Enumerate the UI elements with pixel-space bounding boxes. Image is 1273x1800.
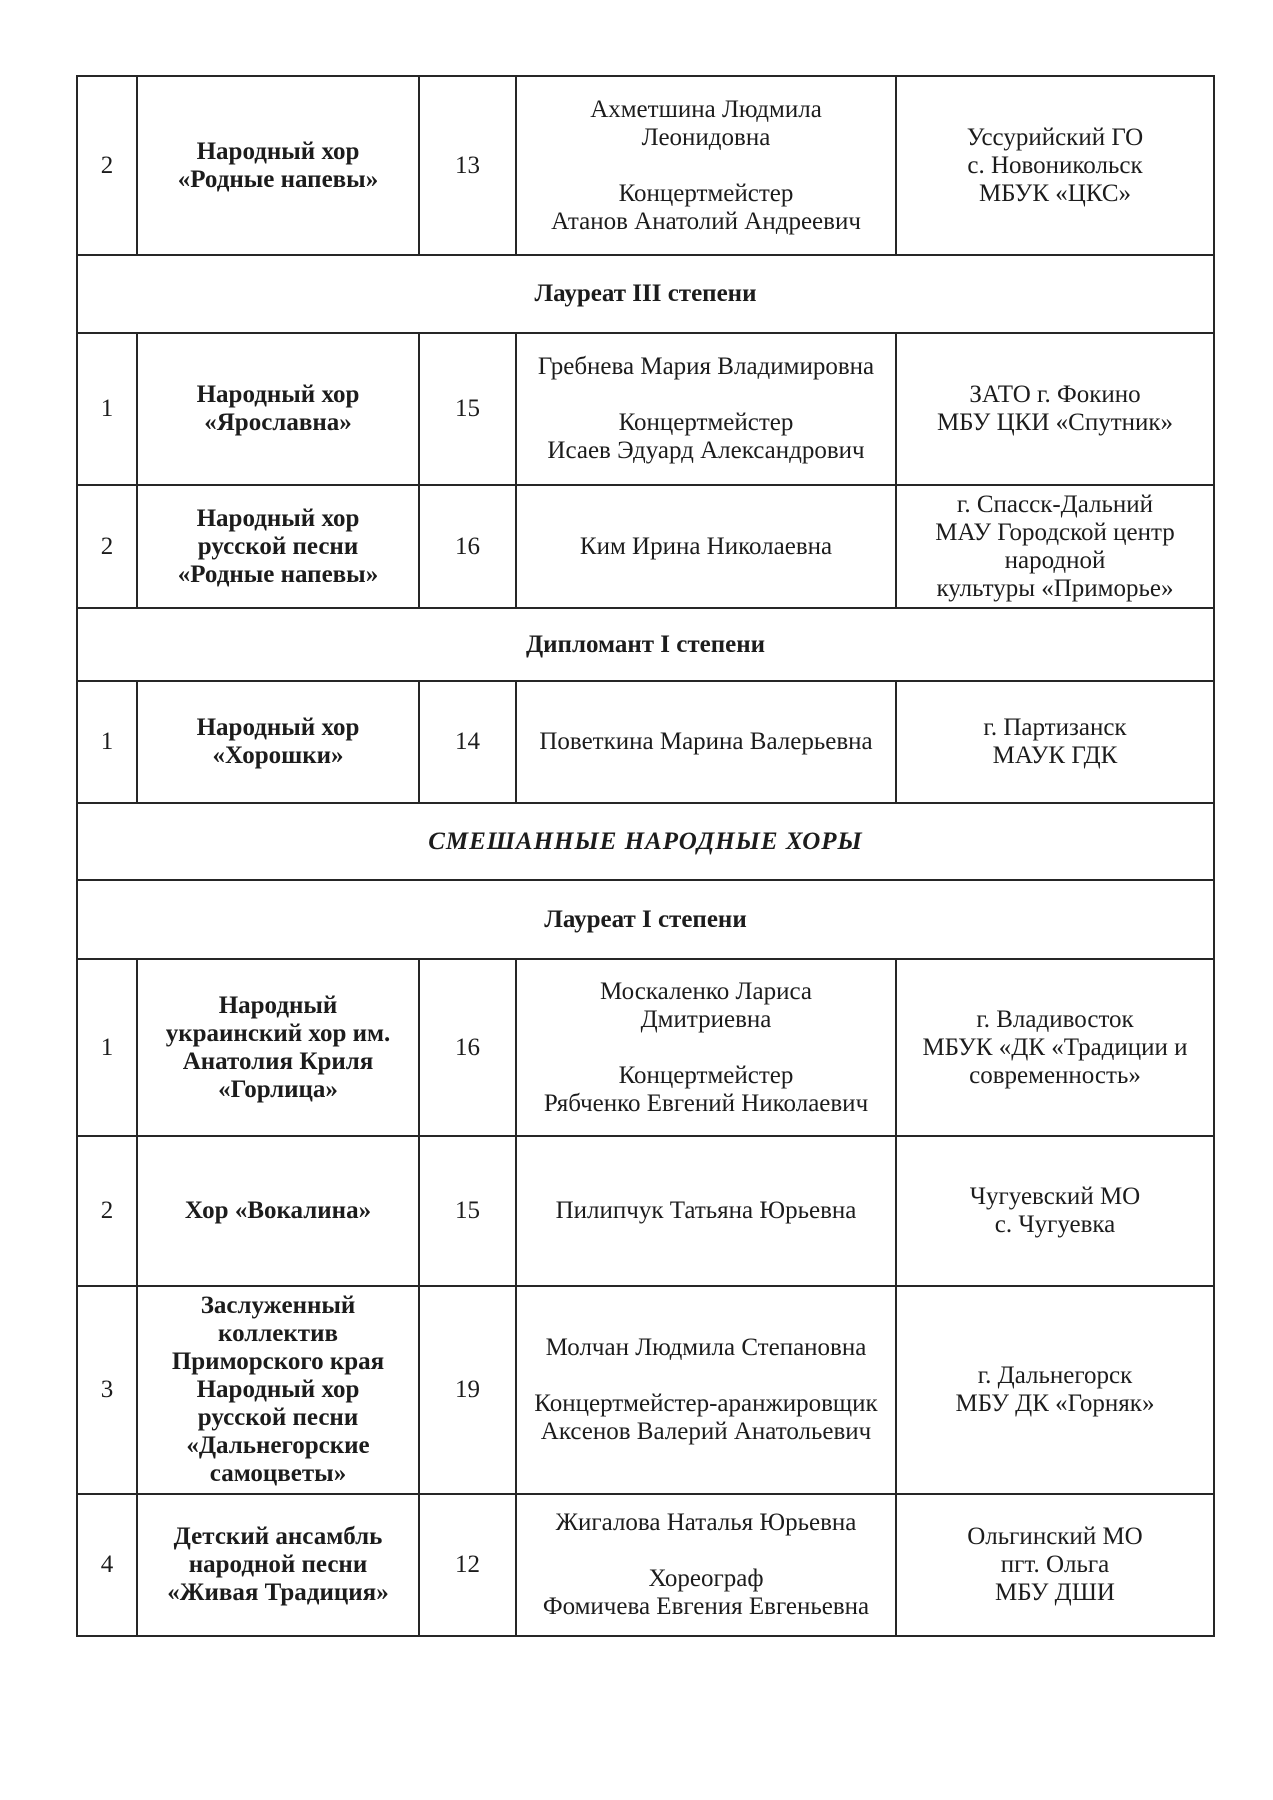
category-title: СМЕШАННЫЕ НАРОДНЫЕ ХОРЫ <box>77 803 1214 880</box>
cell-participant-count: 16 <box>419 959 516 1136</box>
text-line: Москаленко Лариса <box>600 977 812 1005</box>
results-table-body <box>77 76 1214 1636</box>
award-header-row <box>77 880 1214 959</box>
text-line <box>523 1537 889 1565</box>
cell-participant-count: 13 <box>419 76 516 255</box>
text-line: Фомичева Евгения Евгеньевна <box>542 1593 870 1620</box>
result-row <box>77 681 1214 803</box>
cell-leader <box>516 1286 896 1494</box>
text-line <box>523 1362 889 1390</box>
cell-territory <box>896 959 1214 1136</box>
cell-leader <box>516 485 896 608</box>
result-row <box>77 333 1214 485</box>
cell-leader <box>516 1136 896 1286</box>
text-line: Ольгинский МО <box>967 1523 1143 1550</box>
result-row <box>77 1286 1214 1494</box>
cell-ensemble-name <box>137 959 419 1136</box>
cell-ensemble-name <box>137 485 419 608</box>
cell-participant-count: 19 <box>419 1286 516 1494</box>
text-line: МБУК «ЦКС» <box>978 179 1132 207</box>
cell-ensemble-name <box>137 76 419 255</box>
text-line: ЗАТО г. Фокино <box>969 381 1141 408</box>
cell-participant-count: 15 <box>419 1136 516 1286</box>
text-line: коллектив <box>218 1320 338 1347</box>
text-line: Ким Ирина Николаевна <box>579 532 833 560</box>
category-header-row <box>77 803 1214 880</box>
cell-territory <box>896 1136 1214 1286</box>
text-line: Народный хор <box>196 504 360 532</box>
text-line: Приморского края <box>171 1348 385 1375</box>
text-line: с. Новоникольск <box>967 151 1143 179</box>
text-line: Концертмейстер-аранжировщик <box>534 1390 878 1417</box>
cell-row-number: 3 <box>77 1286 137 1494</box>
cell-participant-count: 14 <box>419 681 516 803</box>
text-line: Дмитриевна <box>640 1005 772 1033</box>
cell-ensemble-name <box>137 1286 419 1494</box>
text-line: «Хорошки» <box>212 742 344 769</box>
text-line: Народный хор <box>196 714 360 741</box>
text-line: Исаев Эдуард Александрович <box>547 437 865 464</box>
result-row <box>77 1136 1214 1286</box>
text-line: Поветкина Марина Валерьевна <box>539 728 873 755</box>
text-line: Аксенов Валерий Анатольевич <box>540 1418 872 1445</box>
text-line: Молчан Людмила Степановна <box>545 1334 867 1361</box>
text-line: Атанов Анатолий Андреевич <box>551 207 861 235</box>
cell-leader <box>516 681 896 803</box>
text-line: г. Спасск-Дальний <box>956 490 1154 518</box>
cell-row-number: 4 <box>77 1494 137 1636</box>
competition-results-table <box>76 75 1215 1637</box>
text-line: МБУ ДШИ <box>995 1579 1115 1606</box>
text-line: г. Дальнегорск <box>977 1362 1133 1389</box>
award-title: Лауреат III степени <box>77 255 1214 333</box>
text-line: г. Партизанск <box>983 714 1127 741</box>
text-line: «Дальнегорские <box>186 1432 370 1459</box>
cell-participant-count: 16 <box>419 485 516 608</box>
text-line: МБУ ЦКИ «Спутник» <box>936 409 1174 436</box>
cell-territory <box>896 333 1214 485</box>
text-line: Жигалова Наталья Юрьевна <box>555 1509 857 1536</box>
text-line: культуры «Приморье» <box>936 574 1174 602</box>
cell-row-number: 1 <box>77 333 137 485</box>
cell-territory <box>896 485 1214 608</box>
result-row <box>77 1494 1214 1636</box>
cell-leader <box>516 959 896 1136</box>
award-header-row <box>77 608 1214 681</box>
cell-ensemble-name <box>137 681 419 803</box>
text-line: Ахметшина Людмила <box>590 95 822 123</box>
text-line: пгт. Ольга <box>1000 1551 1110 1578</box>
text-line: Хореограф <box>648 1565 764 1592</box>
result-row <box>77 76 1214 255</box>
text-line: Заслуженный <box>200 1292 356 1319</box>
result-row <box>77 485 1214 608</box>
cell-leader <box>516 76 896 255</box>
text-line: Народный <box>218 991 338 1019</box>
text-line: Народный хор <box>196 1376 360 1403</box>
cell-territory <box>896 1494 1214 1636</box>
cell-leader <box>516 1494 896 1636</box>
text-line: самоцветы» <box>209 1460 347 1487</box>
cell-territory <box>896 681 1214 803</box>
cell-row-number: 2 <box>77 1136 137 1286</box>
text-line: Хор «Вокалина» <box>184 1197 372 1224</box>
text-line: МБУ ДК «Горняк» <box>955 1390 1155 1417</box>
text-line: Рябченко Евгений Николаевич <box>543 1089 869 1117</box>
cell-row-number: 1 <box>77 681 137 803</box>
text-line <box>523 152 889 180</box>
text-line: современность» <box>969 1061 1141 1089</box>
text-line: МБУК «ДК «Традиции и <box>922 1033 1188 1061</box>
text-line: «Родные напевы» <box>177 165 379 193</box>
cell-ensemble-name <box>137 333 419 485</box>
award-title: Лауреат I степени <box>77 880 1214 959</box>
cell-row-number: 2 <box>77 76 137 255</box>
text-line: Детский ансамбль <box>173 1523 383 1550</box>
text-line: народной <box>1004 546 1106 574</box>
text-line: русской песни <box>197 1404 359 1431</box>
cell-ensemble-name <box>137 1494 419 1636</box>
cell-participant-count: 12 <box>419 1494 516 1636</box>
text-line: Уссурийский ГО <box>966 123 1144 151</box>
text-line: г. Владивосток <box>976 1005 1134 1033</box>
text-line: Народный хор <box>196 137 360 165</box>
text-line: Чугуевский МО <box>969 1183 1141 1210</box>
result-row <box>77 959 1214 1136</box>
text-line: Пилипчук Татьяна Юрьевна <box>555 1197 857 1224</box>
text-line: «Горлица» <box>218 1075 338 1103</box>
cell-row-number: 1 <box>77 959 137 1136</box>
text-line <box>523 1034 889 1062</box>
text-line: украинский хор им. <box>165 1019 391 1047</box>
award-header-row <box>77 255 1214 333</box>
cell-row-number: 2 <box>77 485 137 608</box>
cell-leader <box>516 333 896 485</box>
text-line: Концертмейстер <box>618 179 794 207</box>
text-line: Анатолия Криля <box>182 1047 374 1075</box>
cell-territory <box>896 1286 1214 1494</box>
cell-territory <box>896 76 1214 255</box>
text-line: МАУК ГДК <box>992 742 1118 769</box>
award-title: Дипломант I степени <box>77 608 1214 681</box>
text-line: «Родные напевы» <box>177 560 379 588</box>
text-line: Леонидовна <box>641 123 771 151</box>
text-line: Концертмейстер <box>618 409 794 436</box>
text-line <box>523 381 889 409</box>
text-line: русской песни <box>197 532 359 560</box>
text-line: «Ярославна» <box>204 409 352 436</box>
cell-ensemble-name <box>137 1136 419 1286</box>
cell-participant-count: 15 <box>419 333 516 485</box>
text-line: МАУ Городской центр <box>935 518 1175 546</box>
text-line: народной песни <box>188 1551 368 1578</box>
text-line: Гребнева Мария Владимировна <box>537 353 875 380</box>
text-line: Народный хор <box>196 381 360 408</box>
text-line: Концертмейстер <box>618 1061 794 1089</box>
text-line: «Живая Традиция» <box>167 1579 389 1606</box>
text-line: с. Чугуевка <box>994 1211 1116 1238</box>
